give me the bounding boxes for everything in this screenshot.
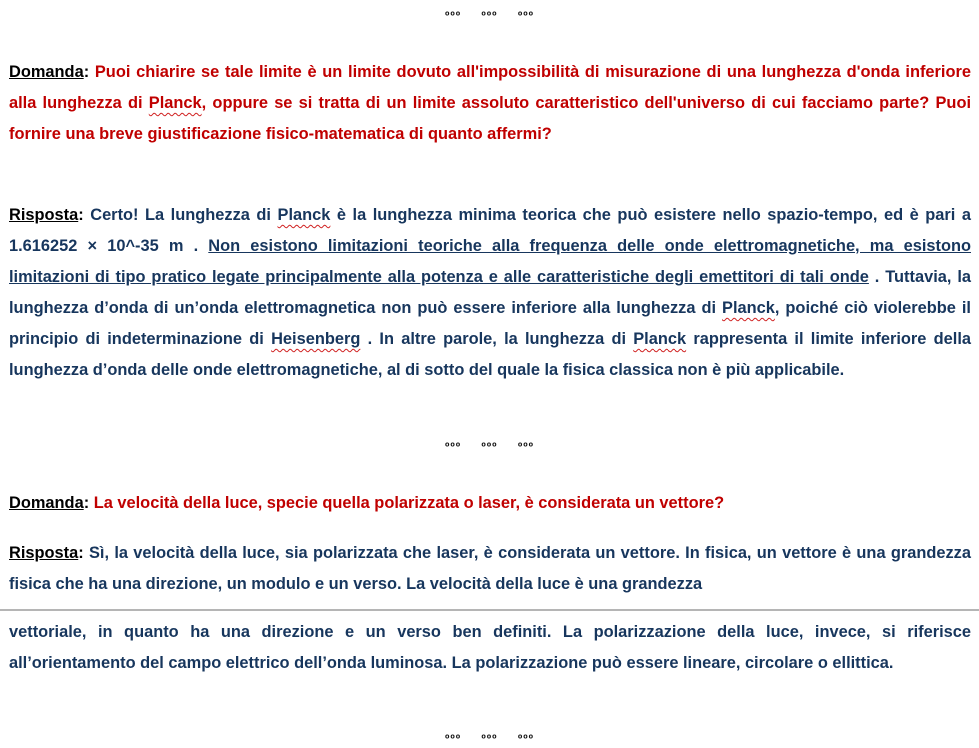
answer-label: Risposta [9,206,79,224]
section-separator-top: ººº ººº ººº [444,9,535,23]
question-label: Domanda [9,494,84,512]
question-paragraph-1: Domanda: Puoi chiarire se tale limite è un limite dovuto all'impossibilità di misurazione di una lunghezza d'onda inferiore alla lunghezza di Planck, oppure se si tratta di un limite assoluto caratteristico dell'universo di cui facciamo parte? Puoi fornire una breve giustificazione fisico-matematica di quanto affermi? [9,63,972,143]
question-paragraph-2: Domanda: La velocità della luce, specie quella polarizzata o laser, è considerata un vettore? [9,494,725,512]
answer-text-1: Certo! La lunghezza di Planck è la lunghezza minima teorica che può esistere nello spazio-tempo, ed è pari a 1.616252 × 10^-35 m . Non esistono limitazioni teoriche alla frequenza delle onde elettromagnetiche, ma esistono limitazioni di tipo pratico legate principalmente alla potenza e alle caratteristiche degli emettitori di tali onde . Tuttavia, la lunghezza d’onda di un’onda elettromagnetica non può essere inferiore alla lunghezza di Planck, poiché ciò violerebbe il principio di indeterminazione di Heisenberg . In altre parole, la lunghezza di Planck rappresenta il limite inferiore della lunghezza d’onda delle onde elettromagnetiche, al di sotto del quale la fisica classica non è più applicabile. [9,206,971,379]
question-text-2: La velocità della luce, specie quella polarizzata o laser, è considerata un vettore? [93,494,725,512]
planck-word: Planck [148,94,202,112]
answer-paragraph-2: Risposta: Sì, la velocità della luce, sia polarizzata che laser, è considerata un vettore. In fisica, un vettore è una grandezza fisica che ha una direzione, un modulo e un verso. La velocità della luce è una grandezza [9,544,971,593]
planck-word: Planck [633,330,687,348]
answer-paragraph-2-continued [9,617,971,679]
page-break-line [0,609,979,611]
underlined-statement: Non esistono limitazioni teoriche alla frequenza delle onde elettromagnetiche, ma esistono limitazioni di tipo pratico legate principalmente alla potenza e alle caratteristiche degli emettitori di tali onde [9,237,971,286]
answer-paragraph-1: Risposta: Certo! La lunghezza di Planck è la lunghezza minima teorica che può esistere nello spazio-tempo, ed è pari a 1.616252 × 10^-35 m . Non esistono limitazioni teoriche alla frequenza delle onde elettromagnetiche, ma esistono limitazioni di tipo pratico legate principalmente alla potenza e alle caratteristiche degli emettitori di tali onde . Tuttavia, la lunghezza d’onda di un’onda elettromagnetica non può essere inferiore alla lunghezza di Planck, poiché ciò violerebbe il principio di indeterminazione di Heisenberg . In altre parole, la lunghezza di Planck rappresenta il limite inferiore della lunghezza d’onda delle onde elettromagnetiche, al di sotto del quale la fisica classica non è più applicabile. [9,206,971,379]
answer-text-2-part1: Sì, la velocità della luce, sia polarizzata che laser, è considerata un vettore. In fisica, un vettore è una grandezza fisica che ha una direzione, un modulo e un verso. La velocità della luce è una grandezza [9,544,971,593]
question-text-1: Puoi chiarire se tale limite è un limite dovuto all'impossibilità di misurazione di una lunghezza d'onda inferiore alla lunghezza di Planck, oppure se si tratta di un limite assoluto caratteristico dell'universo di cui facciamo parte? Puoi fornire una breve giustificazione fisico-matematica di quanto affermi? [9,63,972,143]
planck-word: Planck [722,299,775,317]
question-label: Domanda [9,63,84,81]
section-separator-middle: ººº ººº ººº [444,440,535,454]
section-separator-bottom: ººº ººº ººº [444,732,535,746]
answer-label: Risposta [9,544,79,562]
heisenberg-word: Heisenberg [271,330,361,348]
answer-text-2-part2: vettoriale, in quanto ha una direzione e un verso ben definiti. La polarizzazione della luce, invece, si riferisce all’orientamento del campo elettrico dell’onda luminosa. La polarizzazione può essere lineare, circolare o ellittica. [9,623,971,672]
planck-word: Planck [277,206,331,224]
